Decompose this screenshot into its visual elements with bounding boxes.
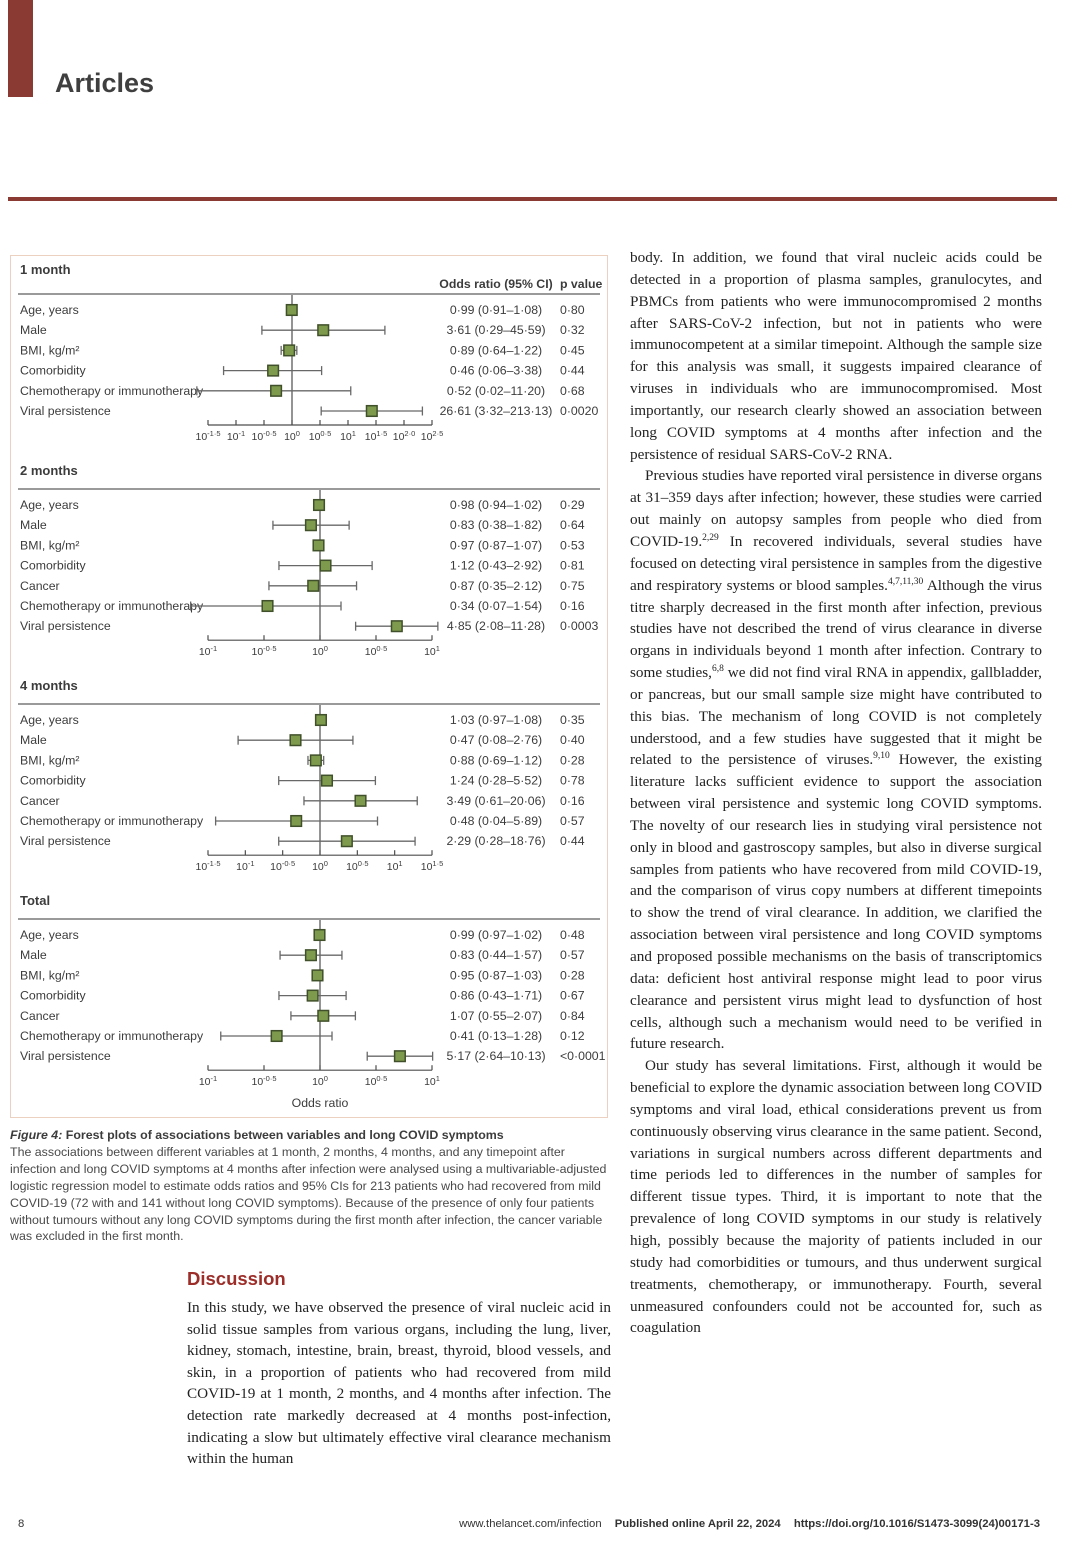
forest-row: [20, 364, 585, 378]
odds-ratio-marker: [307, 990, 318, 1001]
axis-tick-label: $10^{1\cdot 5}$: [364, 429, 388, 443]
odds-ratio-marker: [306, 520, 317, 531]
p-value: 0·44: [560, 834, 585, 849]
odds-ratio-marker: [318, 325, 329, 336]
axis-tick-label: $10^{2\cdot 0}$: [392, 429, 416, 443]
forest-row: [20, 989, 585, 1003]
panel-title: Total: [20, 893, 51, 908]
panel-title: 4 months: [20, 678, 78, 693]
axis-tick-label: $10^1$: [424, 644, 440, 659]
odds-ratio-value: 0·89 (0·64–1·22): [449, 343, 543, 358]
axis-tick-label: $10^{-0\cdot 5}$: [270, 859, 296, 874]
p-value: 0·45: [560, 343, 585, 358]
odds-ratio-marker: [318, 1011, 329, 1022]
forest-row: [20, 713, 585, 727]
variable-label: Age, years: [20, 713, 79, 727]
p-value: 0·80: [560, 303, 585, 317]
discussion-paragraph: In this study, we have observed the presence of viral nucleic acid in solid tissue samples from various organs, including the lung, liver, kidney, stomach, intestine, brain, breast, thyroid, blood vessels, and skin, in a proportion of patients who had recovered from mild COVID-19 at 1 month, 2 months, and 4 months after infection. The detection rate markedly decreased at 4 months post-infection, indicating a slow but ultimately effective viral clearance mechanism within the human: [187, 1299, 611, 1468]
variable-label: Viral persistence: [20, 619, 111, 634]
odds-ratio-marker: [367, 406, 378, 417]
odds-ratio-value: 0·83 (0·38–1·82): [449, 518, 543, 533]
variable-label: Male: [20, 323, 47, 338]
p-value: 0·40: [560, 733, 585, 748]
variable-label: Viral persistence: [20, 834, 111, 849]
forest-row: [20, 323, 585, 337]
p-value: 0·35: [560, 713, 585, 727]
variable-label: BMI, kg/m²: [20, 968, 80, 983]
x-axis-label: Odds ratio: [291, 1096, 349, 1111]
forest-panel-3: [11, 675, 605, 880]
forest-row: [20, 794, 585, 808]
p-value: 0·57: [560, 948, 585, 963]
odds-ratio-value: 1·03 (0·97–1·08): [449, 713, 543, 727]
odds-ratio-column-header: Odds ratio (95% CI): [439, 277, 553, 291]
odds-ratio-marker: [291, 816, 302, 827]
axis-tick-label: $10^{0\cdot 5}$: [346, 859, 369, 874]
axis-tick-label: $10^{-0\cdot 5}$: [251, 429, 277, 443]
variable-label: Male: [20, 948, 47, 963]
odds-ratio-value: 3·61 (0·29–45·59): [446, 323, 546, 338]
odds-ratio-value: 0·97 (0·87–1·07): [449, 538, 543, 553]
forest-row: [20, 834, 585, 848]
odds-ratio-value: 1·12 (0·43–2·92): [449, 558, 543, 573]
axis-tick-label: $10^{2\cdot 5}$: [420, 429, 444, 443]
forest-row: [20, 579, 585, 593]
p-value: 0·28: [560, 753, 585, 768]
reference-superscript: 6,8: [711, 663, 724, 674]
forest-row: [20, 774, 585, 788]
odds-ratio-value: 26·61 (3·32–213·13): [439, 404, 553, 418]
right-column: [630, 247, 1042, 1339]
forest-panel-4: [11, 890, 605, 1117]
axis-tick-label: $10^0$: [312, 644, 328, 659]
forest-row: [20, 498, 585, 512]
odds-ratio-value: 0·34 (0·07–1·54): [449, 599, 543, 613]
page-footer: [18, 1518, 1040, 1530]
variable-label: Male: [20, 733, 47, 748]
axis-tick-label: $10^1$: [424, 1074, 440, 1089]
odds-ratio-marker: [355, 796, 366, 807]
variable-label: BMI, kg/m²: [20, 538, 80, 553]
axis-tick-label: $10^{-1\cdot 5}$: [195, 429, 221, 443]
axis-tick-label: $10^{0\cdot 5}$: [364, 644, 388, 659]
odds-ratio-value: 0·99 (0·97–1·02): [449, 928, 543, 942]
section-label-articles: Articles: [55, 68, 155, 98]
figure4-forest-plots: [10, 255, 608, 1118]
reference-superscript: 9,10: [873, 751, 890, 762]
forest-row: [20, 559, 585, 573]
variable-label: Age, years: [20, 303, 79, 317]
axis-tick-label: $10^{-1}$: [236, 859, 255, 874]
odds-ratio-value: 5·17 (2·64–10·13): [446, 1049, 546, 1064]
variable-label: Chemotherapy or immunotherapy: [20, 1029, 204, 1043]
p-value: 0·16: [560, 599, 585, 613]
axis-tick-label: $10^{1\cdot 5}$: [420, 859, 444, 874]
doi-link[interactable]: https://doi.org/10.1016/S1473-3099(24)00171-3: [793, 1518, 1040, 1530]
odds-ratio-value: 0·88 (0·69–1·12): [449, 753, 543, 768]
figure-caption-label: Figure 4:: [10, 1128, 63, 1142]
axis-tick-label: $10^{-0\cdot 5}$: [251, 1074, 277, 1089]
p-value: 0·81: [560, 558, 585, 573]
odds-ratio-value: 1·07 (0·55–2·07): [449, 1008, 543, 1023]
body-paragraph: body. In addition, we found that viral nucleic acids could be detected in a proportion of plasma samples, granulocytes, and PBMCs from patients who were immunocompromised 2 months after SARS-CoV-2 infection, but not in patients who were immunocompetent at a similar timepoint. Although the sample size for this analysis was small, it suggests impaired clearance of viruses in individuals who are immunocompromised. Most importantly, our research clearly showed an association between long COVID symptoms at 4 months after infection and the persistence of residual SARS-CoV-2 RNA.: [630, 249, 1042, 463]
odds-ratio-marker: [312, 970, 323, 981]
p-value: <0·0001: [560, 1049, 605, 1064]
odds-ratio-value: 0·98 (0·94–1·02): [449, 498, 543, 512]
forest-row: [20, 928, 585, 942]
p-value: 0·28: [560, 968, 585, 983]
forest-row: [20, 404, 598, 418]
axis-tick-label: $10^{-1}$: [226, 429, 246, 443]
odds-ratio-marker: [271, 1031, 282, 1042]
variable-label: Chemotherapy or immunotherapy: [20, 599, 204, 613]
axis-tick-label: $10^1$: [386, 859, 403, 874]
p-value: 0·57: [560, 814, 585, 828]
odds-ratio-marker: [311, 755, 322, 766]
axis-tick-label: $10^{-1}$: [198, 1074, 218, 1089]
footer-citation: [449, 1518, 1040, 1530]
variable-label: BMI, kg/m²: [20, 343, 80, 358]
variable-label: BMI, kg/m²: [20, 753, 80, 768]
variable-label: Cancer: [20, 578, 60, 593]
p-value: 0·78: [560, 773, 585, 788]
odds-ratio-value: 0·41 (0·13–1·28): [449, 1029, 543, 1043]
axis-tick-label: $10^{0\cdot 5}$: [308, 429, 332, 443]
forest-row: [20, 343, 585, 357]
odds-ratio-value: 0·83 (0·44–1·57): [449, 948, 543, 963]
forest-row: [20, 518, 585, 532]
forest-row: [20, 948, 585, 962]
odds-ratio-marker: [314, 930, 325, 941]
forest-row: [20, 814, 585, 828]
axis-tick-label: $10^{0\cdot 5}$: [364, 1074, 388, 1089]
odds-ratio-value: 0·46 (0·06–3·38): [449, 363, 543, 378]
axis-tick-label: $10^0$: [284, 429, 300, 443]
reference-superscript: 4,7,11,30: [887, 576, 924, 587]
body-paragraph: Our study has several limitations. First, although it would be beneficial to explore the dynamic association between long COVID symptoms and viral load, ethical considerations prevent us from continuously observing virus clearance in the same patient. Second, variations in surgical numbers across different departments and time periods led to differences in the number of samples for different tissue types. Third, it is important to note that the prevalence of long COVID symptoms in our study is relatively high, possibly because the majority of patients included in our study had comorbidities or tumours, and thus underwent surgical treatments, chemotherapy, or immunotherapy. Fourth, several unmeasured confounders could not be accounted for, such as coagulation: [630, 1057, 1042, 1337]
header-divider-rule: [8, 197, 1057, 201]
panel-title: 2 months: [20, 463, 78, 478]
variable-label: Comorbidity: [20, 773, 86, 788]
figure-caption-title: Forest plots of associations between variables and long COVID symptoms: [65, 1128, 504, 1142]
p-value-column-header: p value: [560, 277, 603, 291]
p-value: 0·0020: [560, 404, 599, 418]
odds-ratio-value: 4·85 (2·08–11·28): [446, 619, 546, 634]
variable-label: Comorbidity: [20, 988, 86, 1003]
discussion-heading: Discussion: [187, 1268, 286, 1289]
forest-row: [20, 1049, 605, 1063]
axis-tick-label: $10^{-1\cdot 5}$: [195, 859, 221, 874]
forest-row: [20, 599, 585, 613]
forest-row: [20, 1029, 585, 1043]
variable-label: Age, years: [20, 928, 79, 942]
p-value: 0·67: [560, 988, 585, 1003]
variable-label: Male: [20, 518, 47, 533]
odds-ratio-marker: [320, 560, 331, 571]
axis-tick-label: $10^{-1}$: [198, 644, 218, 659]
axis-tick-label: $10^0$: [312, 1074, 328, 1089]
variable-label: Comorbidity: [20, 558, 86, 573]
forest-row: [20, 968, 585, 982]
odds-ratio-value: 0·86 (0·43–1·71): [449, 988, 543, 1003]
odds-ratio-value: 0·95 (0·87–1·03): [449, 968, 543, 983]
variable-label: Cancer: [20, 1008, 60, 1023]
p-value: 0·32: [560, 323, 585, 338]
p-value: 0·68: [560, 383, 585, 398]
figure-caption-body: The associations between different variables at 1 month, 2 months, 4 months, and any timepoint after infection and long COVID symptoms at 4 months after infection were analysed using a multivariable-adjusted logistic regression model to estimate odds ratios and 95% CIs for 213 patients who had recovered from mild COVID-19 (72 with and 141 without long COVID symptoms). Because of the presence of only four patients without tumours without any long COVID symptoms during the first month after infection, the cancer variable was excluded in the first month.: [10, 1144, 607, 1244]
p-value: 0·29: [560, 498, 585, 512]
variable-label: Viral persistence: [20, 404, 111, 418]
odds-ratio-value: 0·47 (0·08–2·76): [449, 733, 543, 748]
body-paragraph: Previous studies have reported viral persistence in diverse organs at 31–359 days after infection; however, these studies were carried out mainly on autopsy samples from people who died from COVID-19.$^{2,29}$ In recovered individuals, several studies have focused on detecting viral persistence in samples from the digestive and respiratory systems or blood samples.$^{4,7,11,30}$ Although the virus titre sharply decreased in the first month after infection, previous studies have not described the trend of virus clearance in diverse organs in individuals beyond 1 month after infection. Contrary to some studies,$^{6,8}$ we did not find viral RNA in appendix, gallbladder, or pancreas, but our small sample size might have contributed to this bias. The mechanism of long COVID is not completely understood, and a few studies have suggested that it might be related to the persistence of viruses.$^{9,10}$ However, the existing literature lacks sufficient evidence to support the association between viral persistence and systemic long COVID symptoms. The novelty of our research lies in studying viral persistence not only in blood and gastroscopy samples, but also in diverse surgical samples from patients who have recovered from mild COVID-19, and the comparison of virus copy numbers at different timepoints to show the trend of viral clearance. In addition, we clarified the association between viral persistence and long COVID symptoms and proposed possible mechanisms on the basis of transcriptomics data: deficient host antiviral response might lead to poor virus clearance and persistent virus might lead to dysfunction of host cells, although such a mechanism would need to be verified in future research.: [630, 467, 1042, 1053]
odds-ratio-value: 0·52 (0·02–11·20): [446, 383, 546, 398]
variable-label: Chemotherapy or immunotherapy: [20, 383, 204, 398]
odds-ratio-marker: [342, 836, 353, 847]
odds-ratio-marker: [284, 345, 295, 356]
p-value: 0·16: [560, 793, 585, 808]
forest-row: [20, 303, 585, 317]
variable-label: Cancer: [20, 793, 60, 808]
odds-ratio-marker: [313, 540, 324, 551]
forest-panel-2: [11, 460, 605, 665]
p-value: 0·75: [560, 578, 585, 593]
odds-ratio-marker: [316, 715, 327, 726]
panel-title: 1 month: [20, 262, 71, 277]
odds-ratio-value: 3·49 (0·61–20·06): [446, 793, 546, 808]
reference-superscript: 2,29: [702, 532, 719, 543]
odds-ratio-marker: [286, 305, 297, 316]
left-column: [187, 1268, 611, 1470]
forest-row: [20, 538, 585, 552]
odds-ratio-value: 0·99 (0·91–1·08): [449, 303, 543, 317]
journal-url-link[interactable]: www.thelancet.com/infection: [459, 1518, 602, 1530]
p-value: 0·53: [560, 538, 585, 553]
page-number: 8: [18, 1518, 25, 1530]
odds-ratio-marker: [322, 775, 333, 786]
axis-tick-label: $10^0$: [312, 859, 328, 874]
odds-ratio-value: 1·24 (0·28–5·52): [449, 773, 543, 788]
variable-label: Viral persistence: [20, 1049, 111, 1064]
forest-row: [20, 753, 585, 767]
odds-ratio-marker: [395, 1051, 406, 1062]
axis-tick-label: $10^{-0\cdot 5}$: [251, 644, 277, 659]
p-value: 0·12: [560, 1029, 585, 1043]
odds-ratio-marker: [268, 365, 279, 376]
odds-ratio-marker: [290, 735, 301, 746]
forest-row: [20, 1009, 585, 1023]
variable-label: Age, years: [20, 498, 79, 512]
odds-ratio-marker: [306, 950, 317, 961]
forest-row: [20, 619, 598, 633]
odds-ratio-value: 0·87 (0·35–2·12): [449, 578, 543, 593]
p-value: 0·44: [560, 363, 585, 378]
p-value: 0·64: [560, 518, 585, 533]
axis-tick-label: $10^1$: [340, 429, 356, 443]
figure-caption: [10, 1127, 611, 1245]
variable-label: Chemotherapy or immunotherapy: [20, 814, 204, 828]
p-value: 0·84: [560, 1008, 585, 1023]
lancet-red-bar: [8, 0, 33, 97]
odds-ratio-marker: [262, 601, 273, 612]
forest-row: [20, 733, 585, 747]
odds-ratio-marker: [314, 500, 325, 511]
published-date: Published online April 22, 2024: [614, 1518, 781, 1530]
odds-ratio-value: 0·48 (0·04–5·89): [449, 814, 543, 828]
forest-panel-1: [11, 257, 605, 449]
p-value: 0·0003: [560, 619, 599, 634]
odds-ratio-value: 2·29 (0·28–18·76): [446, 834, 546, 849]
odds-ratio-marker: [271, 386, 282, 397]
p-value: 0·48: [560, 928, 585, 942]
odds-ratio-marker: [392, 621, 403, 632]
odds-ratio-marker: [308, 581, 319, 592]
variable-label: Comorbidity: [20, 363, 86, 378]
forest-row: [20, 384, 585, 398]
